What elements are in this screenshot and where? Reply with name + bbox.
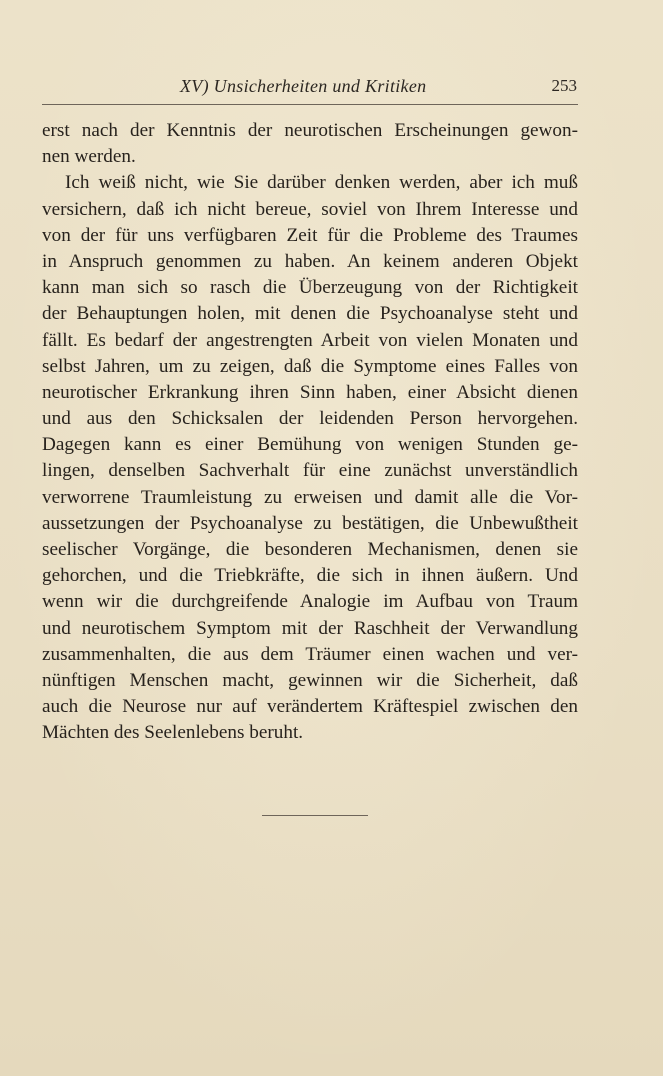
text-line: verworrene Traumleistung zu erweisen und damit alle die Vor- bbox=[42, 486, 578, 508]
section-end-rule bbox=[262, 815, 368, 816]
text-line: versichern, daß ich nicht bereue, soviel von Ihrem Interesse und bbox=[42, 198, 578, 220]
text-line: Dagegen kann es einer Bemühung von wenigen Stunden ge- bbox=[42, 434, 578, 456]
text-line: lingen, denselben Sachverhalt für eine zunächst unverständlich bbox=[42, 460, 578, 482]
text-line: neurotischer Erkrankung ihren Sinn haben, einer Absicht dienen bbox=[42, 381, 578, 403]
text-line: und neurotischem Symptom mit der Raschheit der Verwandlung bbox=[42, 617, 578, 639]
text-line: gehorchen, und die Triebkräfte, die sich in ihnen äußern. Und bbox=[42, 565, 578, 587]
text-line: und aus den Schicksalen der leidenden Person hervorgehen. bbox=[42, 408, 578, 430]
text-line: der Behauptungen holen, mit denen die Psychoanalyse steht und bbox=[42, 303, 578, 325]
text-line: nen werden. bbox=[42, 146, 136, 168]
text-line: zusammenhalten, die aus dem Träumer einen wachen und ver- bbox=[42, 643, 578, 665]
text-line: Mächten des Seelenlebens beruht. bbox=[42, 722, 304, 744]
text-line: auch die Neurose nur auf verändertem Kräftespiel zwischen den bbox=[42, 696, 578, 718]
text-line: fällt. Es bedarf der angestrengten Arbeit von vielen Monaten und bbox=[42, 329, 578, 351]
text-line: in Anspruch genommen zu haben. An keinem anderen Objekt bbox=[42, 250, 578, 272]
paragraph-1 bbox=[42, 118, 578, 170]
text-line: wenn wir die durchgreifende Analogie im Aufbau von Traum bbox=[42, 591, 578, 613]
running-header bbox=[42, 76, 577, 102]
text-line: aussetzungen der Psychoanalyse zu bestätigen, die Unbewußtheit bbox=[42, 512, 578, 534]
running-title: XV) Unsicherheiten und Kritiken bbox=[180, 76, 427, 96]
text-line: kann man sich so rasch die Überzeugung von der Richtigkeit bbox=[42, 277, 578, 299]
text-line: selbst Jahren, um zu zeigen, daß die Symptome eines Falles von bbox=[42, 355, 578, 377]
body-text bbox=[42, 118, 578, 747]
text-line: Ich weiß nicht, wie Sie darüber denken werden, aber ich muß bbox=[65, 172, 578, 194]
text-line: seelischer Vorgänge, die besonderen Mechanismen, denen sie bbox=[42, 539, 578, 560]
page-number: 253 bbox=[551, 76, 577, 95]
paragraph-2 bbox=[42, 170, 578, 746]
text-line: nünftigen Menschen macht, gewinnen wir die Sicherheit, daß bbox=[42, 669, 578, 691]
text-line: von der für uns verfügbaren Zeit für die Probleme des Traumes bbox=[42, 224, 578, 246]
text-line: erst nach der Kenntnis der neurotischen Erscheinungen gewon- bbox=[42, 120, 578, 141]
header-rule bbox=[42, 104, 578, 105]
